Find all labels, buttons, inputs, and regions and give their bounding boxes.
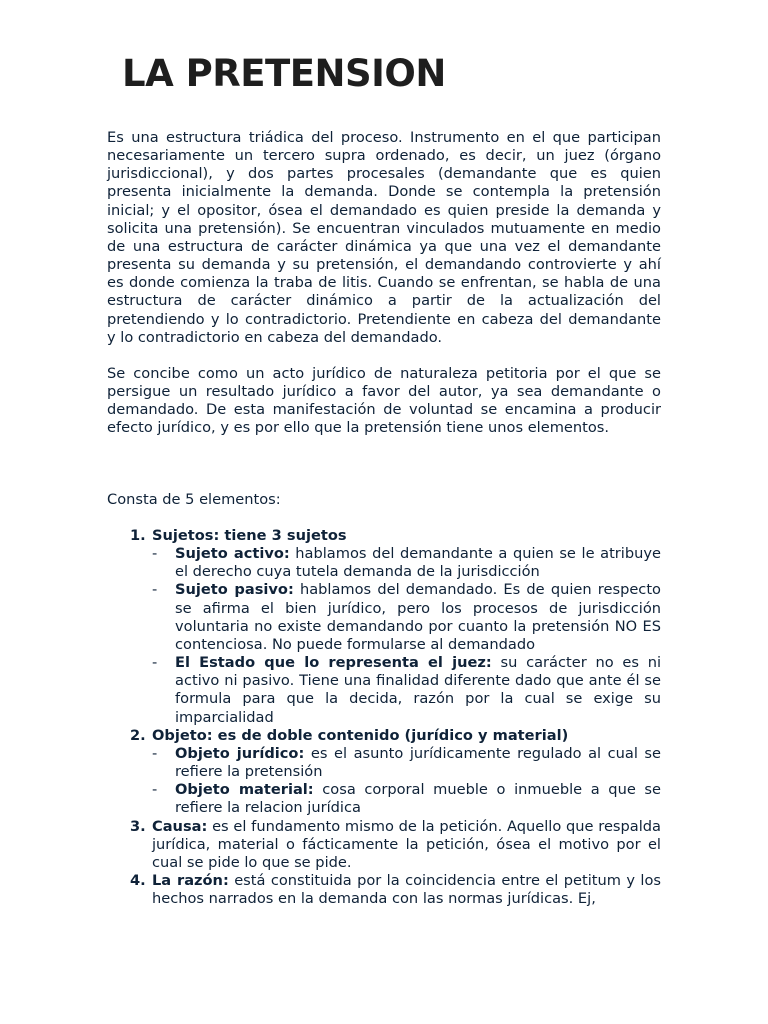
paragraph-text: Es una estructura triádica del proceso. Instrumento en el que participan necesariamente un tercero supra ordenado, es decir, un juez (órgano jurisdiccional), y dos partes procesales (demandante que es quien presenta inicialmente la demanda. Donde se contempla la pretensión inicial; y el opositor, ósea el demandado es quien preside la demanda y solicita una pretensión). Se encuentran vinculados mutuamente en medio de una estructura de carácter dinámica ya que una vez el demandante presenta su demanda y su pretensión, el demandando controvierte y ahí es donde comienza la traba de litis. Cuando se enfrentan, se habla de una estructura de carácter dinámico a partir de la actualización del pretendiendo y lo contradictorio. Pretendiente en cabeza del demandante y lo contradictorio en cabeza del demandado. [107, 129, 661, 346]
sub-item-label: Sujeto activo: [175, 545, 290, 563]
sub-item-text: hablamos del demandado. Es de quien respecto se afirma el bien jurídico, pero los procesos de jurisdicción voluntaria no existe demandando por cuanto la pretensión NO ES contenciosa. No puede formularse al demandado [175, 581, 661, 653]
page-title: LA PRETENSION [122, 52, 446, 95]
sub-item-objeto-material [130, 781, 661, 817]
sub-item-text: su carácter no es ni activo ni pasivo. Tiene una finalidad diferente dado que ante él se formula para que la decida, razón por la cual se exige su imparcialidad [175, 654, 662, 726]
sub-item-text: es el asunto jurídicamente regulado al cual se refiere la pretensión [175, 744, 662, 781]
sub-item-text: hablamos del demandante a quien se le atribuye el derecho cuya tutela demanda de la jurisdicción [175, 545, 661, 581]
sub-item-estado [130, 654, 661, 727]
list-number: 2. [130, 726, 146, 744]
list-heading: Sujetos: tiene 3 sujetos [152, 527, 347, 544]
sub-item-label: El Estado que lo representa el juez: [175, 654, 492, 672]
list-heading: Objeto: es de doble contenido (jurídico y material) [152, 726, 569, 744]
list-item-sujetos [130, 527, 661, 545]
sub-item-label: Objeto jurídico: [175, 744, 305, 762]
list-item-objeto [130, 727, 661, 745]
dash-bullet: - [152, 581, 158, 599]
list-item-causa [130, 818, 661, 872]
dash-bullet: - [152, 781, 158, 799]
dash-bullet: - [152, 654, 158, 672]
sub-list-objeto [130, 745, 661, 818]
list-number: 4. [130, 871, 146, 889]
elements-list [130, 527, 661, 908]
paragraph-text: Consta de 5 elementos: [107, 491, 281, 508]
elements-intro [107, 491, 661, 509]
sub-item-label: Sujeto pasivo: [175, 581, 294, 599]
list-item-razon [130, 872, 661, 908]
sub-item-text: cosa corporal mueble o inmueble a que se refiere la relacion jurídica [175, 781, 661, 817]
list-number: 1. [130, 527, 146, 544]
list-text: está constituida por la coincidencia entre el petitum y los hechos narrados en la demanda con las normas jurídicas. Ej, [152, 871, 661, 908]
sub-item-sujeto-activo [130, 545, 661, 581]
paragraph-legal-act [107, 365, 661, 438]
paragraph-definition [107, 129, 661, 347]
dash-bullet: - [152, 545, 158, 563]
sub-item-label: Objeto material: [175, 781, 314, 799]
list-number: 3. [130, 817, 146, 835]
dash-bullet: - [152, 744, 158, 762]
sub-item-sujeto-pasivo [130, 581, 661, 654]
sub-item-objeto-juridico [130, 745, 661, 781]
sub-list-sujetos [130, 545, 661, 727]
list-heading: La razón: [152, 871, 229, 889]
list-text: es el fundamento mismo de la petición. Aquello que respalda jurídica, material o fácticamente la petición, ósea el motivo por el cual se pide lo que se pide. [152, 817, 661, 871]
paragraph-text: Se concibe como un acto jurídico de naturaleza petitoria por el que se persigue un resultado jurídico a favor del autor, ya sea demandante o demandado. De esta manifestación de voluntad se encamina a producir efecto jurídico, y es por ello que la pretensión tiene unos elementos. [107, 365, 661, 437]
list-heading: Causa: [152, 817, 208, 835]
